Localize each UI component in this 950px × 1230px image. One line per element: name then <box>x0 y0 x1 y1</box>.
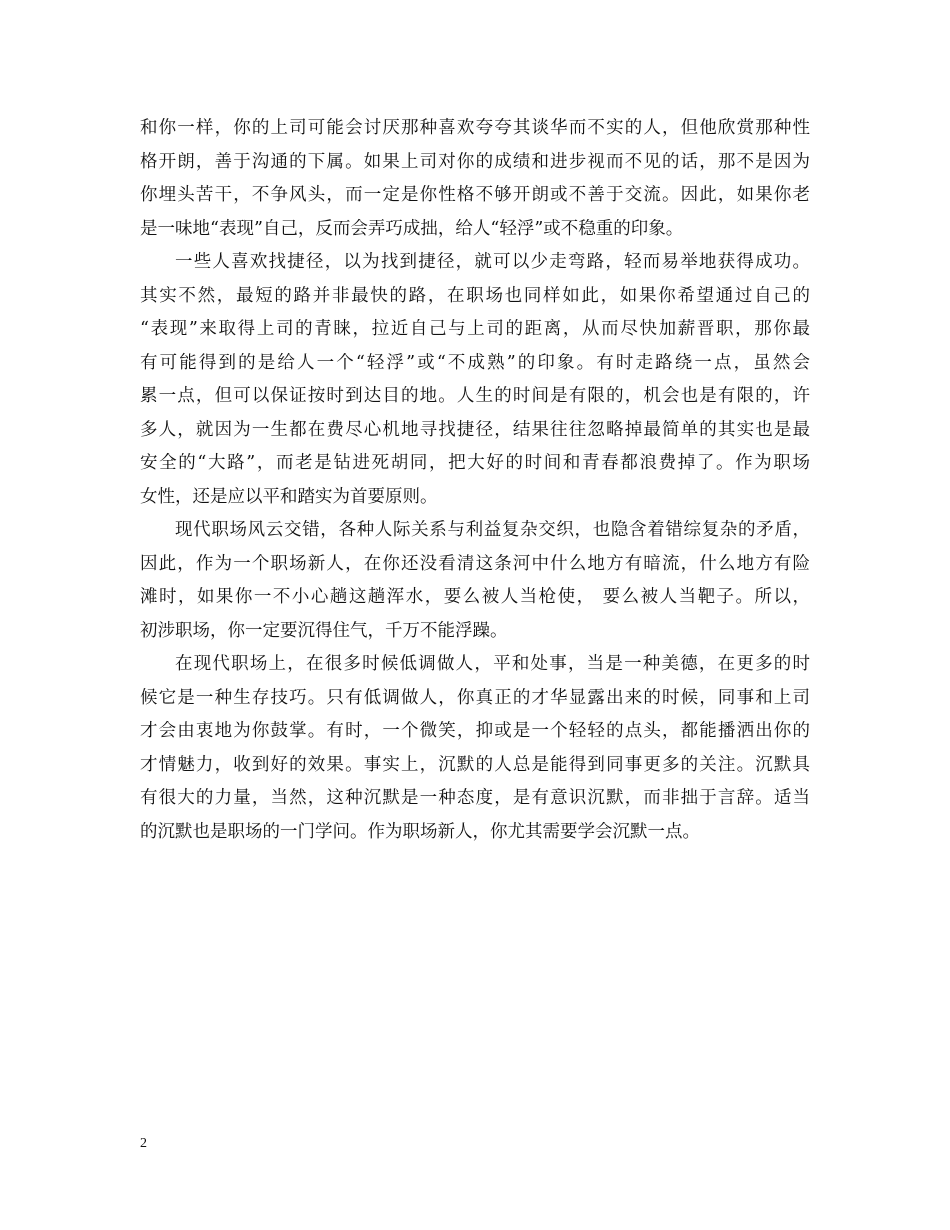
text-line: 滩时，如果你一不小心趟这趟浑水，要么被人当枪使， 要么被人当靶子。所以， <box>140 587 810 607</box>
text-line: 因此，作为一个职场新人，在你还没看清这条河中什么地方有暗流，什么地方有险 <box>140 553 810 574</box>
text-line: 你埋头苦干，不争风头，而一定是你性格不够开朗或不善于交流。因此，如果你老 <box>140 185 810 205</box>
text-line: 有很大的力量，当然，这种沉默是一种态度，是有意识沉默，而非拙于言辞。适当 <box>140 788 810 808</box>
text-line: 安全的“大路”，而老是钻进死胡同，把大好的时间和青春都浪费掉了。作为职场 <box>140 453 810 473</box>
text-line: “表现”来取得上司的青睐，拉近自己与上司的距离，从而尽快加薪晋职，那你最 <box>140 319 810 339</box>
text-line: 和你一样，你的上司可能会讨厌那种喜欢夸夸其谈华而不实的人，但他欣赏那种性 <box>140 118 810 138</box>
paragraph <box>140 648 810 849</box>
paragraph <box>140 514 810 648</box>
text-line: 才会由衷地为你鼓掌。有时，一个微笑，抑或是一个轻轻的点头，都能播洒出你的 <box>140 721 810 741</box>
text-line: 才情魅力，收到好的效果。事实上，沉默的人总是能得到同事更多的关注。沉默具 <box>140 754 810 775</box>
text-line: 的沉默也是职场的一门学问。作为职场新人，你尤其需要学会沉默一点。 <box>140 821 700 842</box>
text-line: 累一点，但可以保证按时到达目的地。人生的时间是有限的，机会也是有限的，许 <box>140 386 810 406</box>
page-number: 2 <box>140 1136 147 1151</box>
document-body <box>140 112 810 849</box>
text-line: 有可能得到的是给人一个“轻浮”或“不成熟”的印象。有时走路绕一点，虽然会 <box>140 352 810 373</box>
text-line: 一些人喜欢找捷径，以为找到捷径，就可以少走弯路，轻而易举地获得成功。 <box>175 252 810 272</box>
paragraph <box>140 112 810 246</box>
text-line: 女性，还是应以平和踏实为首要原则。 <box>140 486 438 507</box>
text-line: 初涉职场，你一定要沉得住气，千万不能浮躁。 <box>140 620 508 641</box>
text-line: 格开朗，善于沟通的下属。如果上司对你的成绩和进步视而不见的话，那不是因为 <box>140 151 810 172</box>
text-line: 在现代职场上，在很多时候低调做人，平和处事，当是一种美德，在更多的时 <box>175 654 810 674</box>
text-line: 候它是一种生存技巧。只有低调做人，你真正的才华显露出来的时候，同事和上司 <box>140 687 810 708</box>
text-line: 现代职场风云交错，各种人际关系与利益复杂交织，也隐含着错综复杂的矛盾， <box>175 520 810 540</box>
text-line: 是一味地“表现”自己，反而会弄巧成拙，给人“轻浮”或不稳重的印象。 <box>140 218 684 239</box>
text-line: 其实不然，最短的路并非最快的路，在职场也同样如此，如果你希望通过自己的 <box>140 285 810 306</box>
paragraph <box>140 246 810 514</box>
text-line: 多人，就因为一生都在费尽心机地寻找捷径，结果往往忽略掉最简单的其实也是最 <box>140 419 810 440</box>
